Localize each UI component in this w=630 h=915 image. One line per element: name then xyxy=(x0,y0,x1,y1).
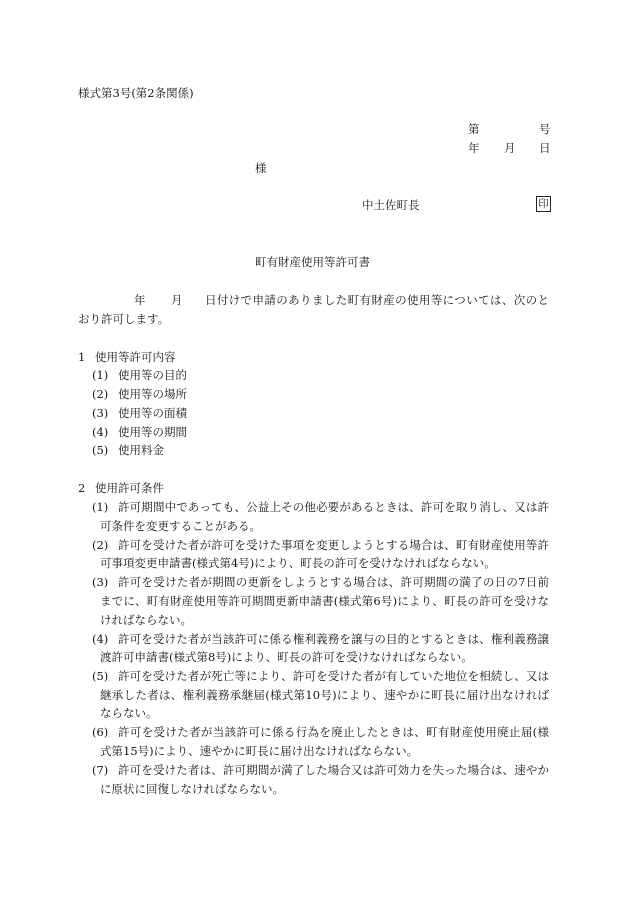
seal-mark: 印 xyxy=(536,196,551,212)
date-year: 年 xyxy=(468,141,480,155)
condition-line: 許可を受けた者が許可を受けた事項を変更しようとする場合は、町有財産使用等許 xyxy=(118,538,549,552)
condition-line: ければならない。 xyxy=(100,613,192,627)
section1-item-num: (5) xyxy=(92,443,109,457)
section1-item-text: 使用等の期間 xyxy=(118,425,187,439)
section2-heading: 使用許可条件 xyxy=(95,481,164,495)
section1-heading: 使用等許可内容 xyxy=(95,350,176,364)
condition-line: 許可を受けた者は、許可期間が満了した場合又は許可効力を失った場合は、速やか xyxy=(118,763,549,777)
condition-line: 許可を受けた者が期間の更新をしようとする場合は、許可期間の満了の日の7日前 xyxy=(118,575,549,589)
section1-item-num: (2) xyxy=(92,387,109,401)
condition-line: 可条件を変更することがある。 xyxy=(100,519,261,533)
doc-number-suffix: 号 xyxy=(539,122,551,136)
condition-num: (5) xyxy=(92,669,109,683)
section1-item-text: 使用等の場所 xyxy=(118,387,187,401)
intro-month: 月 xyxy=(171,293,183,307)
condition-num: (1) xyxy=(92,500,109,514)
document-title: 町有財産使用等許可書 xyxy=(255,255,370,269)
condition-num: (3) xyxy=(92,575,109,589)
condition-line: 許可を受けた者が当該許可に係る行為を廃止したときは、町有財産使用廃止届(様 xyxy=(118,725,549,739)
addressee-suffix: 様 xyxy=(255,161,267,175)
condition-num: (2) xyxy=(92,538,109,552)
condition-line: 継承した者は、権利義務承継届(様式第10号)により、速やかに町長に届け出なければ xyxy=(100,688,549,702)
date-month: 月 xyxy=(504,141,516,155)
form-label: 様式第3号(第2条関係) xyxy=(78,86,194,100)
condition-line: 許可期間中であっても、公益上その他必要があるときは、許可を取り消し、又は許 xyxy=(118,500,549,514)
doc-number-prefix: 第 xyxy=(468,122,480,136)
condition-num: (6) xyxy=(92,725,109,739)
section1-item-num: (4) xyxy=(92,425,109,439)
section1-number: 1 xyxy=(78,350,86,364)
condition-line: 可事項変更申請書(様式第4号)により、町長の許可を受けなければならない。 xyxy=(100,556,496,570)
section1-item-text: 使用料金 xyxy=(118,443,164,457)
condition-num: (4) xyxy=(92,632,109,646)
condition-line: ならない。 xyxy=(100,706,158,720)
condition-line: に原状に回復しなければならない。 xyxy=(100,782,284,796)
condition-line: 渡許可申請書(様式第8号)により、町長の許可を受けなければならない。 xyxy=(100,650,473,664)
intro-line-2: おり許可します。 xyxy=(78,312,170,326)
condition-line: 式第15号)により、速やかに町長に届け出なければならない。 xyxy=(100,744,419,758)
date-day: 日 xyxy=(539,141,551,155)
section1-item-text: 使用等の面積 xyxy=(118,406,187,420)
condition-line: までに、町有財産使用等許可期間更新申請書(様式第6号)により、町長の許可を受けな xyxy=(100,594,549,608)
section1-item-text: 使用等の目的 xyxy=(118,368,187,382)
section1-item-num: (3) xyxy=(92,406,109,420)
condition-line: 許可を受けた者が当該許可に係る権利義務を譲与の目的とするときは、権利義務譲 xyxy=(118,632,549,646)
condition-line: 許可を受けた者が死亡等により、許可を受けた者が有していた地位を相続し、又は xyxy=(118,669,549,683)
section2-number: 2 xyxy=(78,481,86,495)
intro-year: 年 xyxy=(134,293,146,307)
intro-line-1: 日付けで申請のありました町有財産の使用等については、次のと xyxy=(205,293,549,307)
condition-num: (7) xyxy=(92,763,109,777)
issuer-name: 中土佐町長 xyxy=(362,198,420,212)
section1-item-num: (1) xyxy=(92,368,109,382)
